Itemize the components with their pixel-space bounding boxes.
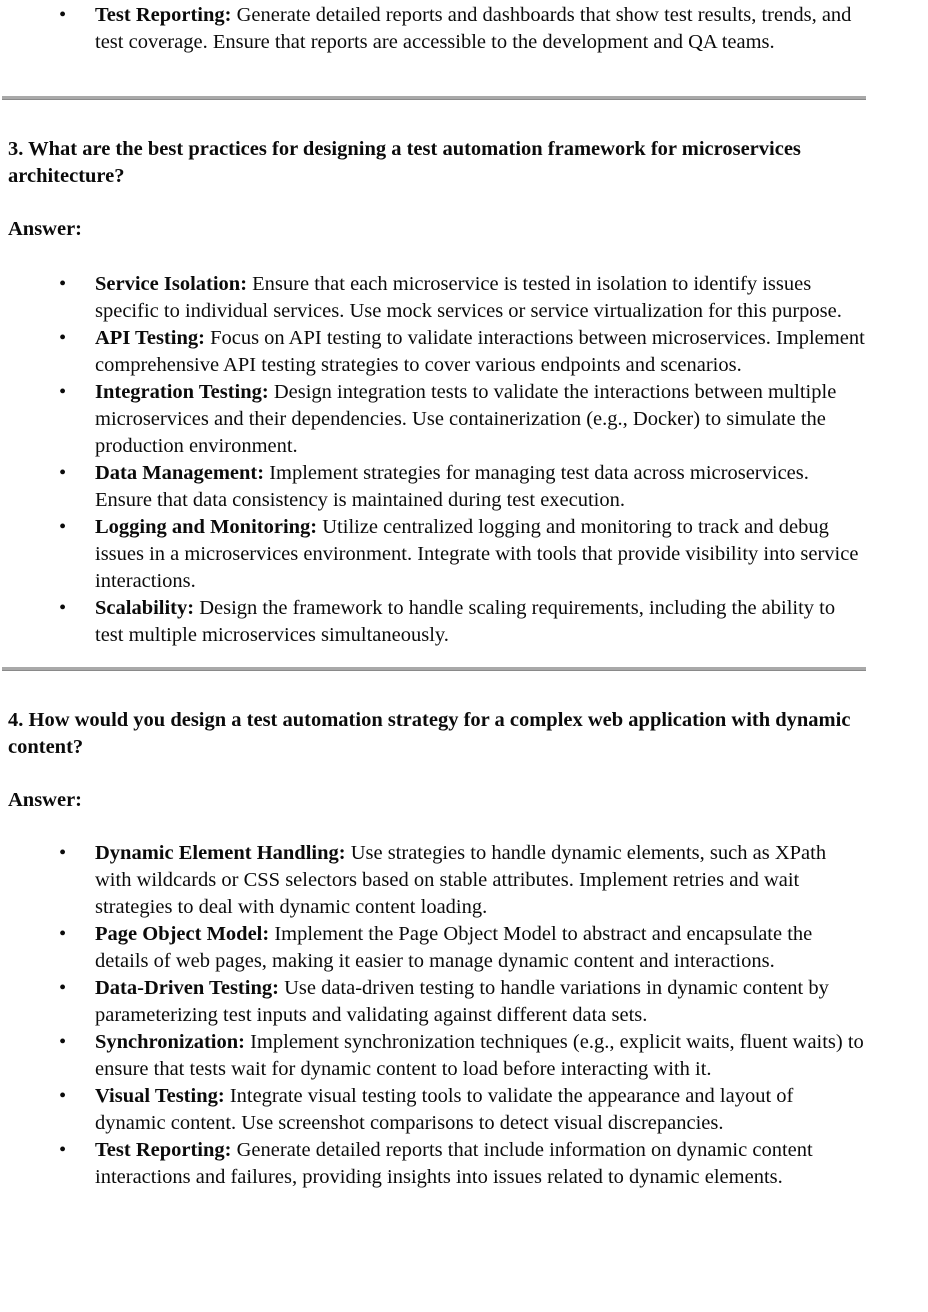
list-item: [95, 1029, 866, 1083]
bullet-description: Design the framework to handle scaling requirements, including the ability to test multiple microservices simultaneously.: [95, 597, 836, 646]
list-item: [95, 460, 866, 514]
bullet-description: Implement synchronization techniques (e.g., explicit waits, fluent waits) to ensure that tests wait for dynamic content to load before interacting with it.: [95, 1031, 864, 1080]
question-heading: 3. What are the best practices for designing a test automation framework for microservices architecture?: [8, 138, 801, 187]
bullet-term: Synchronization:: [95, 1031, 245, 1053]
bullet-term: Data-Driven Testing:: [95, 977, 279, 999]
bullet-term: Visual Testing:: [95, 1085, 225, 1107]
list-item: [95, 379, 866, 460]
section-divider: [2, 667, 866, 671]
list-item: [95, 595, 866, 649]
answer-label: Answer:: [8, 218, 83, 240]
bullet-term: Test Reporting:: [95, 1139, 232, 1161]
bullet-description: Focus on API testing to validate interactions between microservices. Implement comprehensive API testing strategies to cover various endpoints and scenarios.: [95, 327, 865, 376]
bullet-term: Dynamic Element Handling:: [95, 842, 346, 864]
bullet-term: Data Management:: [95, 462, 265, 484]
bullet-term: Scalability:: [95, 597, 195, 619]
intro-bullet-list: [8, 2, 866, 56]
bullet-description: Integrate visual testing tools to validate the appearance and layout of dynamic content. Use screenshot comparisons to detect visual discrepancies.: [95, 1085, 794, 1134]
bullet-description: Use strategies to handle dynamic elements, such as XPath with wildcards or CSS selectors based on stable attributes. Implement retries and wait strategies to deal with dynamic content loading.: [95, 842, 827, 918]
bullet-term: Page Object Model:: [95, 923, 270, 945]
bullet-description: Utilize centralized logging and monitoring to track and debug issues in a microservices environment. Integrate with tools that provide visibility into service interactions.: [95, 516, 859, 592]
list-item: [95, 921, 866, 975]
list-item: [95, 514, 866, 595]
question-heading: 4. How would you design a test automation strategy for a complex web application with dynamic content?: [8, 709, 851, 758]
bullet-description: Use data-driven testing to handle variations in dynamic content by parameterizing test inputs and validating against different data sets.: [95, 977, 829, 1026]
answer-bullet-list: [8, 271, 866, 649]
list-item: [95, 1137, 866, 1191]
bullet-description: Design integration tests to validate the interactions between multiple microservices and their dependencies. Use containerization (e.g., Docker) to simulate the production environment.: [95, 381, 837, 457]
section-divider: [2, 96, 866, 100]
answer-bullet-list: [8, 840, 866, 1191]
list-item: [95, 271, 866, 325]
list-item: [95, 975, 866, 1029]
bullet-description: Generate detailed reports and dashboards that show test results, trends, and test coverage. Ensure that reports are accessible to the development and QA teams.: [95, 4, 852, 53]
list-item: [95, 840, 866, 921]
bullet-term: API Testing:: [95, 327, 205, 349]
question-4-section: [8, 707, 866, 1191]
bullet-description: Generate detailed reports that include information on dynamic content interactions and failures, providing insights into issues related to dynamic elements.: [95, 1139, 813, 1188]
bullet-term: Integration Testing:: [95, 381, 269, 403]
list-item: [95, 2, 866, 56]
bullet-term: Logging and Monitoring:: [95, 516, 318, 538]
list-item: [95, 325, 866, 379]
bullet-term: Service Isolation:: [95, 273, 248, 295]
bullet-description: Ensure that each microservice is tested in isolation to identify issues specific to individual services. Use mock services or service virtualization for this purpose.: [95, 273, 842, 322]
bullet-description: Implement strategies for managing test data across microservices. Ensure that data consistency is maintained during test execution.: [95, 462, 809, 511]
answer-label: Answer:: [8, 789, 83, 811]
question-3-section: [8, 136, 866, 649]
bullet-description: Implement the Page Object Model to abstract and encapsulate the details of web pages, making it easier to manage dynamic content and interactions.: [95, 923, 813, 972]
bullet-term: Test Reporting:: [95, 4, 232, 26]
list-item: [95, 1083, 866, 1137]
